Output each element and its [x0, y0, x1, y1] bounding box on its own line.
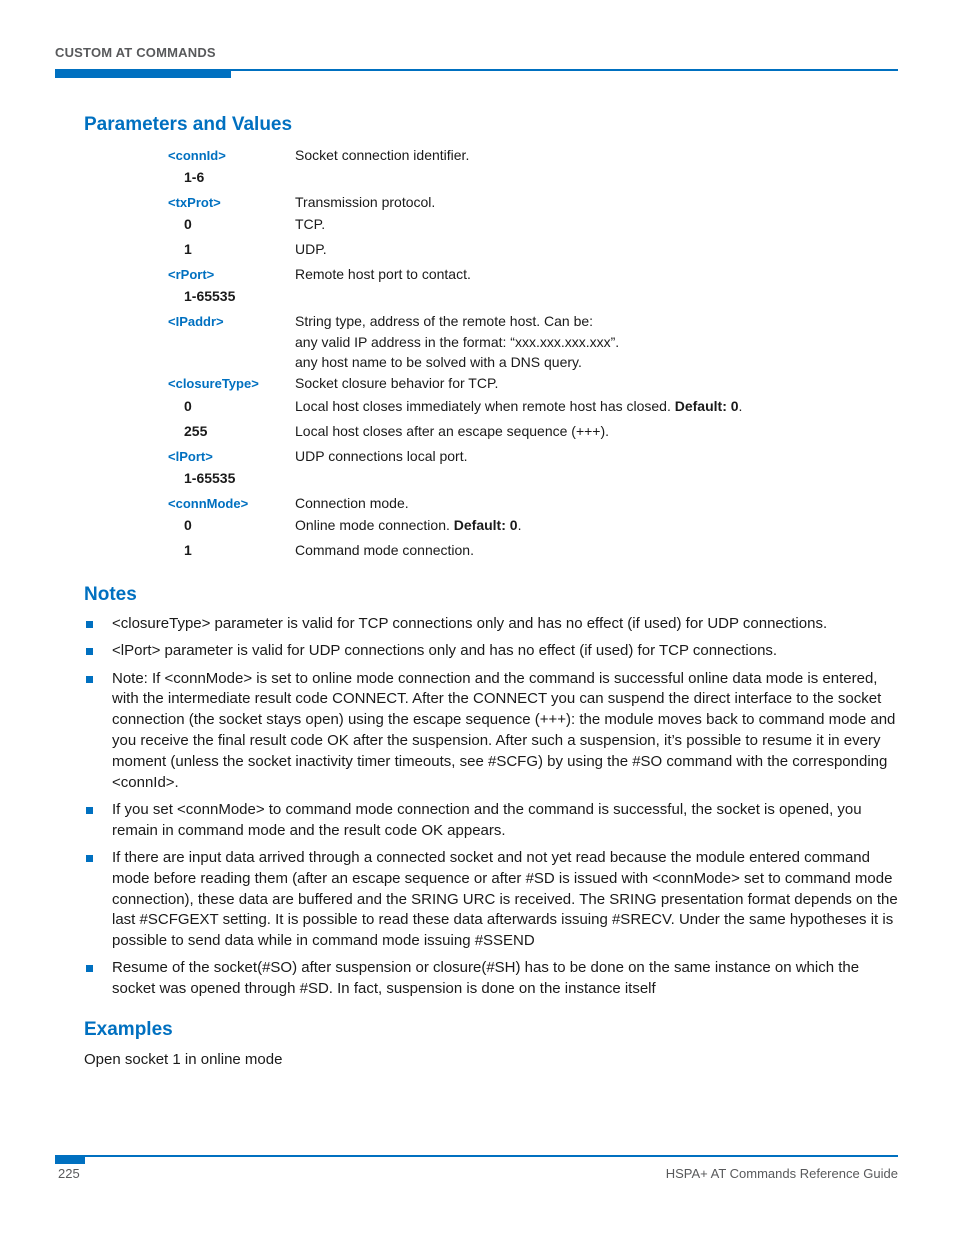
square-bullet-icon	[86, 807, 93, 814]
note-item	[84, 614, 904, 635]
note-item	[84, 958, 904, 1000]
square-bullet-icon	[86, 965, 93, 972]
parameter-description: TCP.	[295, 216, 326, 232]
parameter-value: 1	[184, 542, 192, 558]
parameter-description: any valid IP address in the format: “xxx.xxx.xxx.xxx”.	[295, 334, 620, 350]
parameter-value: 0	[184, 517, 192, 533]
parameter-description: Socket connection identifier.	[295, 147, 470, 163]
parameter-value: 1-65535	[184, 288, 236, 304]
parameter-value: 1-6	[184, 169, 205, 185]
parameter-description: UDP connections local port.	[295, 448, 468, 464]
note-item	[84, 669, 904, 794]
default-value: Default: 0	[453, 517, 518, 533]
square-bullet-icon	[86, 855, 93, 862]
notes-heading: Notes	[84, 584, 137, 605]
parameter-description: Transmission protocol.	[295, 194, 436, 210]
notes-list	[84, 614, 904, 1007]
note-text: Note: If <connMode> is set to online mode connection and the command is successful online data mode is entered, with the intermediate result code CONNECT. After the CONNECT you can suspend the direct interface to the socket connection (the socket stays open) using the escape sequence (+++): the module moves back to command mode and you receive the final result code OK after the suspension. After such a suspension, it’s possible to resume it in every moment (unless the socket inactivity timer timeouts, see #SCFG) by using the #SO command with the corresponding <connId>.	[112, 669, 896, 791]
parameter-value: 0	[184, 398, 192, 414]
parameter-name: <txProt>	[168, 195, 221, 210]
note-text: If there are input data arrived through a connected socket and not yet read because the module entered command mode before reading them (after an escape sequence or after #SD is issued with <connMode> set to command mode connection), these data are buffered and the SRING URC is received. The SRING presentation format depends on the last #SCFGEXT setting. It is possible to read these data afterwards issuing #SRECV. Under the same hypotheses it is possible to send data while in command mode issuing #SSEND	[112, 848, 898, 950]
document-title: HSPA+ AT Commands Reference Guide	[665, 1166, 898, 1181]
parameter-value: 255	[184, 423, 208, 439]
parameter-description: Local host closes immediately when remote host has closed. Default: 0.	[295, 398, 743, 414]
note-item	[84, 800, 904, 842]
note-item	[84, 641, 904, 662]
square-bullet-icon	[86, 621, 93, 628]
footer-tab	[55, 1157, 85, 1164]
running-header: CUSTOM AT COMMANDS	[55, 45, 216, 60]
footer-rule	[55, 1155, 898, 1157]
parameter-description: String type, address of the remote host. Can be:	[295, 313, 594, 329]
parameter-description: Connection mode.	[295, 495, 409, 511]
header-tab	[55, 71, 231, 78]
parameter-name: <closureType>	[168, 376, 259, 391]
square-bullet-icon	[86, 648, 93, 655]
parameter-name: <connId>	[168, 148, 226, 163]
page-number: 225	[58, 1166, 80, 1181]
note-text: If you set <connMode> to command mode connection and the command is successful, the socket is opened, you remain in command mode and the result code OK appears.	[112, 800, 862, 839]
example-text: Open socket 1 in online mode	[84, 1051, 283, 1068]
note-text: <lPort> parameter is valid for UDP connections only and has no effect (if used) for TCP connections.	[112, 642, 778, 660]
examples-heading: Examples	[84, 1019, 173, 1040]
parameter-value: 1	[184, 241, 192, 257]
parameter-name: <IPaddr>	[168, 314, 224, 329]
parameter-description: UDP.	[295, 241, 327, 257]
parameter-name: <connMode>	[168, 496, 249, 511]
parameter-description: Local host closes after an escape sequence (+++).	[295, 423, 610, 439]
parameter-name: <lPort>	[168, 449, 213, 464]
parameter-description: Socket closure behavior for TCP.	[295, 375, 499, 391]
parameter-description: Online mode connection. Default: 0.	[295, 517, 522, 533]
note-text: Resume of the socket(#SO) after suspension or closure(#SH) has to be done on the same instance on which the socket was opened through #SD. In fact, suspension is done on the instance itself	[112, 959, 860, 998]
parameter-description: Command mode connection.	[295, 542, 474, 558]
note-item	[84, 848, 904, 952]
default-value: Default: 0	[674, 398, 739, 414]
note-text: <closureType> parameter is valid for TCP connections only and has no effect (if used) for UDP connections.	[112, 615, 828, 632]
square-bullet-icon	[86, 676, 93, 683]
parameter-description: Remote host port to contact.	[295, 266, 471, 282]
parameters-heading: Parameters and Values	[84, 114, 293, 135]
parameter-description: any host name to be solved with a DNS query.	[295, 354, 582, 370]
parameter-value: 1-65535	[184, 470, 236, 486]
parameter-value: 0	[184, 216, 192, 232]
parameter-name: <rPort>	[168, 267, 215, 282]
